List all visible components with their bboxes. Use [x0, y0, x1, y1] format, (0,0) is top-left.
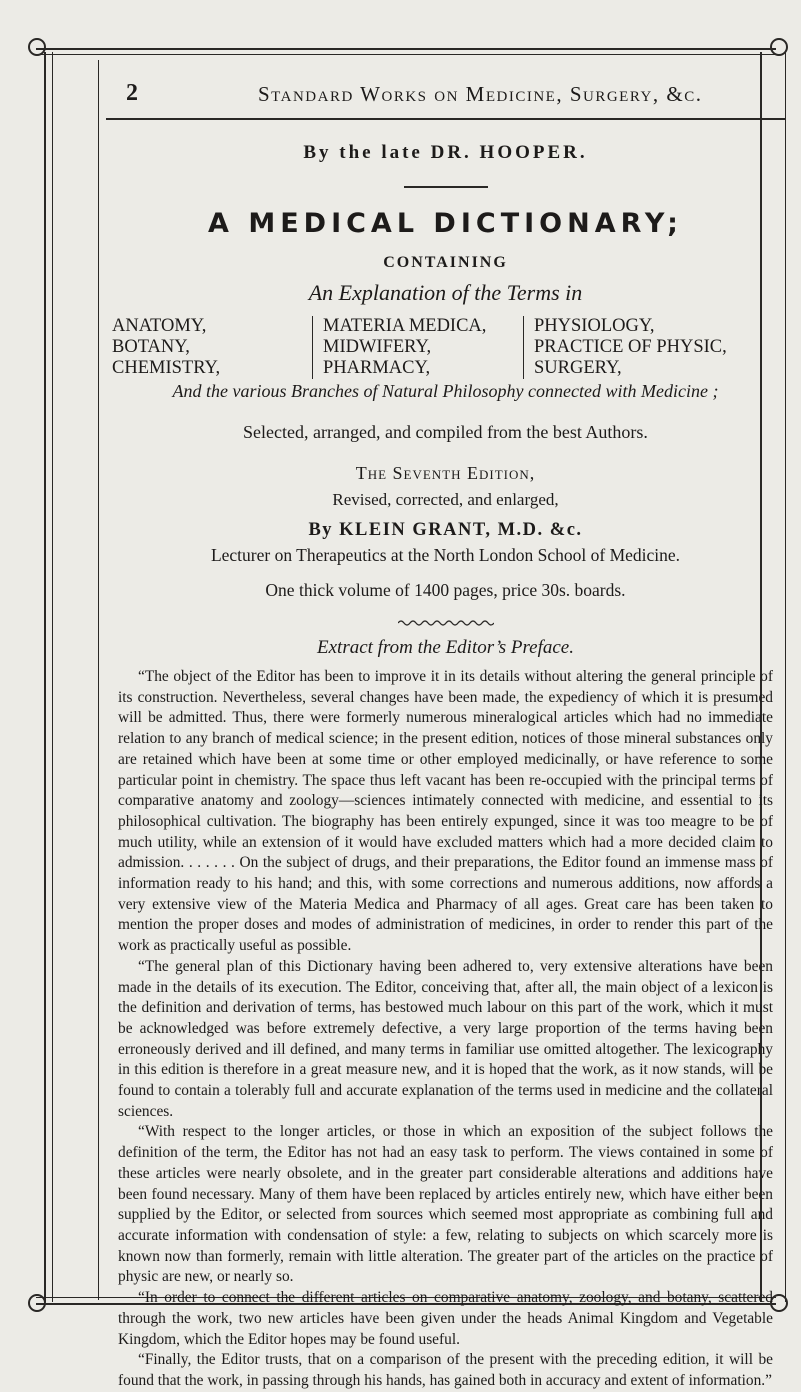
subjects-table [112, 316, 773, 379]
byline: By the late DR. HOOPER. [303, 142, 588, 163]
running-head: Standard Works on Medicine, Surgery, &c. [258, 82, 703, 106]
border-left [44, 52, 46, 1302]
column-divider [523, 316, 524, 379]
subject-item: SURGERY, [534, 358, 622, 378]
author-line: By KLEIN GRANT, M.D. &c. [308, 520, 583, 540]
subject-item: ANATOMY, [112, 316, 207, 336]
subject-item: MIDWIFERY, [323, 337, 432, 357]
header-rule [106, 118, 786, 120]
border-left-inner [52, 52, 53, 1302]
explanation-line: An Explanation of the Terms in [308, 280, 583, 305]
border-right-inner [785, 52, 786, 1302]
selected-line: Selected, arranged, and compiled from the best Authors. [243, 422, 648, 442]
containing-label: CONTAINING [383, 254, 508, 271]
subject-item: PHARMACY, [323, 358, 431, 378]
subject-item: MATERIA MEDICA, [323, 316, 487, 336]
subjects-column-1 [112, 316, 302, 379]
subject-item: PHYSIOLOGY, [534, 316, 655, 336]
border-top [36, 48, 776, 50]
corner-ornament-icon [770, 38, 788, 56]
column-divider [312, 316, 313, 379]
extract-title: Extract from the Editor’s Preface. [317, 637, 574, 658]
edition-line: The Seventh Edition, [355, 463, 536, 483]
revised-line: Revised, corrected, and enlarged, [332, 490, 559, 509]
subjects-column-2 [323, 316, 513, 379]
page-content [112, 72, 773, 1392]
preface-paragraph: “The general plan of this Dictionary having been adhered to, very extensive alterations have been made in the details of its execution. The Editor, conceiving that, after all, the main object of a lexicon is the definition and derivation of terms, has bestowed much labour on this part of the work, which it must be acknowledged was before extremely defective, a very large proportion of the terms having been erroneously derived and ill defined, and many terms in familiar use omitted altogether. The lexicography in this edition is therefore in a great measure new, and it is hoped that the work, as it now stands, will be found to contain a tolerably full and accurate explanation of the terms used in medicine and the collateral sciences. [118, 957, 773, 1120]
subjects-column-3 [534, 316, 784, 379]
page-header [118, 72, 773, 112]
subject-item: PRACTICE OF PHYSIC, [534, 337, 727, 357]
preface-paragraph: “The object of the Editor has been to improve it in its details without altering the general principle of its construction. Nevertheless, several changes have been made, the expediency of which it is presumed will be admitted. Thus, there were formerly numerous mineralogical articles which had no immediate relation to any branch of medical science; in the present edition, notices of those mineral substances only are retained which have been at some time or other employed medicinally, or have reference to some particular point in chemistry. The space thus left vacant has been re-occupied with the principal terms of comparative anatomy and zoology—sciences intimately connected with medicine, and essential to its philosophical cultivation. The biography has been entirely expunged, since it was too meagre to be of much utility, while an extension of it would have excluded matters which had a more decided claim to admission. . . . . . . On the subject of drugs, and their preparations, the Editor found an immense mass of information ready to his hand; and this, with some corrections and numerous additions, now affords a very extensive view of the Materia Medica and Pharmacy of all ages. Great care has been taken to mention the proper doses and modes of administration of medicines, in order to render this part of the work as practically useful as possible. [118, 668, 773, 955]
preface-paragraph: “With respect to the longer articles, or those in which an exposition of the subject follows the definition of the term, the Editor has not had an easy task to perform. The views contained in some of these articles were nearly obsolete, and in the greater part considerable alterations and additions have been found necessary. Many of them have been replaced by articles entirely new, which have either been supplied by the Editor, or selected from sources which seemed most appropriate as combining full and accurate information with condensation of style: a few, relating to subjects on which scarcely more is known now than formerly, remain with little alteration. The greater part of the articles on the practice of physic are new, or nearly so. [118, 1123, 773, 1286]
preface-paragraph: “Finally, the Editor trusts, that on a comparison of the present with the preceding edition, it will be found that the work, in passing through his hands, has gained both in accuracy and extent of information.” [118, 1351, 773, 1389]
branches-line: And the various Branches of Natural Philosophy connected with Medicine ; [172, 381, 719, 401]
wavy-divider-icon [398, 619, 494, 627]
preface-extract [118, 667, 773, 1392]
subject-item: CHEMISTRY, [112, 358, 221, 378]
lecturer-line: Lecturer on Therapeutics at the North London School of Medicine. [210, 545, 681, 565]
page-number: 2 [126, 80, 138, 106]
border-top-inner [36, 54, 776, 55]
preface-paragraph: “In order to connect the different articles on comparative anatomy, zoology, and botany, scattered through the work, two new articles have been given under the heads Animal Kingdom and Vegetable Kingdom, which the Editor hopes may be found useful. [118, 1289, 773, 1348]
title-rule [404, 186, 488, 188]
border-left-inner2 [98, 60, 99, 1300]
book-title: A MEDICAL DICTIONARY; [208, 208, 683, 239]
subject-item: BOTANY, [112, 337, 190, 357]
price-line: One thick volume of 1400 pages, price 30s. boards. [265, 580, 626, 600]
corner-ornament-icon [28, 1294, 46, 1312]
corner-ornament-icon [28, 38, 46, 56]
